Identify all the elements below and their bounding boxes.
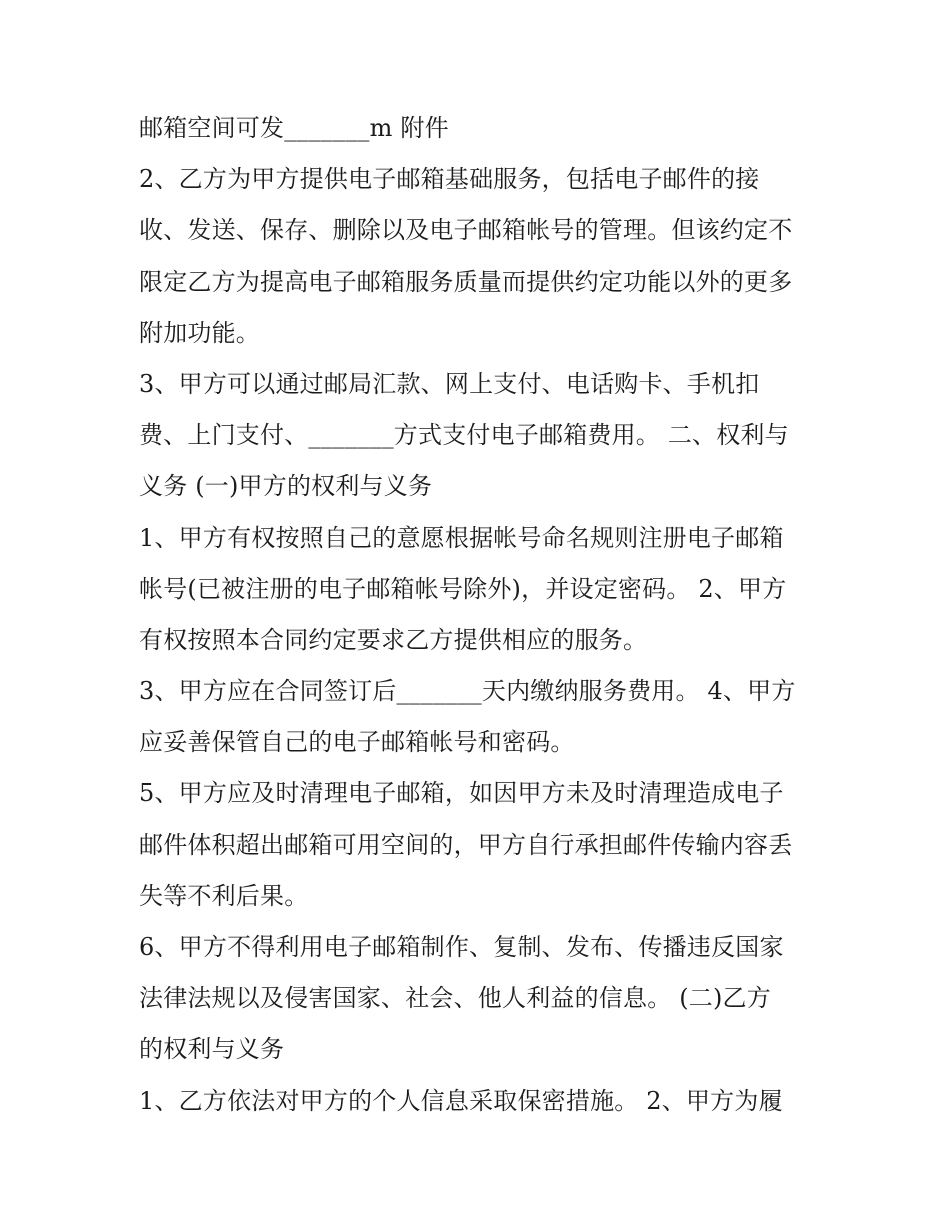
text-line-6: 3、甲方可以通过邮局汇款、网上支付、电话购卡、手机扣 — [139, 369, 760, 398]
text-line-1: 邮箱空间可发_______m 附件 — [139, 114, 449, 142]
text-line-3: 收、发送、保存、删除以及电子邮箱帐号的管理。但该约定不 — [139, 216, 793, 245]
text-line-17: 6、甲方不得利用电子邮箱制作、复制、发布、传播违反国家 — [139, 933, 784, 961]
text-line-20: 1、乙方依法对甲方的个人信息采取保密措施。 2、甲方为履 — [139, 1086, 783, 1115]
text-line-8: 义务 (一)甲方的权利与义务 — [139, 472, 433, 501]
text-line-14: 5、甲方应及时清理电子邮箱，如因甲方未及时清理造成电子 — [139, 779, 784, 808]
text-line-2: 2、乙方为甲方提供电子邮箱基础服务，包括电子邮件的接 — [139, 165, 760, 194]
text-line-7: 费、上门支付、_______方式支付电子邮箱费用。 二、权利与 — [139, 421, 789, 450]
text-line-4: 限定乙方为提高电子邮箱服务质量而提供约定功能以外的更多 — [139, 267, 793, 296]
contract-body-text — [139, 103, 829, 1127]
text-line-19: 的权利与义务 — [139, 1035, 285, 1064]
text-line-16: 失等不利后果。 — [139, 881, 309, 910]
text-line-12: 3、甲方应在合同签订后_______天内缴纳服务费用。 4、甲方 — [139, 677, 796, 706]
text-line-9: 1、甲方有权按照自己的意愿根据帐号命名规则注册电子邮箱 — [139, 523, 784, 552]
text-line-11: 有权按照本合同约定要求乙方提供相应的服务。 — [139, 625, 648, 654]
text-line-18: 法律法规以及侵害国家、社会、他人利益的信息。 (二)乙方 — [139, 984, 771, 1013]
text-line-10: 帐号(已被注册的电子邮箱帐号除外)，并设定密码。 2、甲方 — [139, 574, 787, 603]
text-line-15: 邮件体积超出邮箱可用空间的，甲方自行承担邮件传输内容丢 — [139, 830, 793, 859]
text-line-13: 应妥善保管自己的电子邮箱帐号和密码。 — [139, 728, 575, 757]
text-line-5: 附加功能。 — [139, 318, 260, 347]
